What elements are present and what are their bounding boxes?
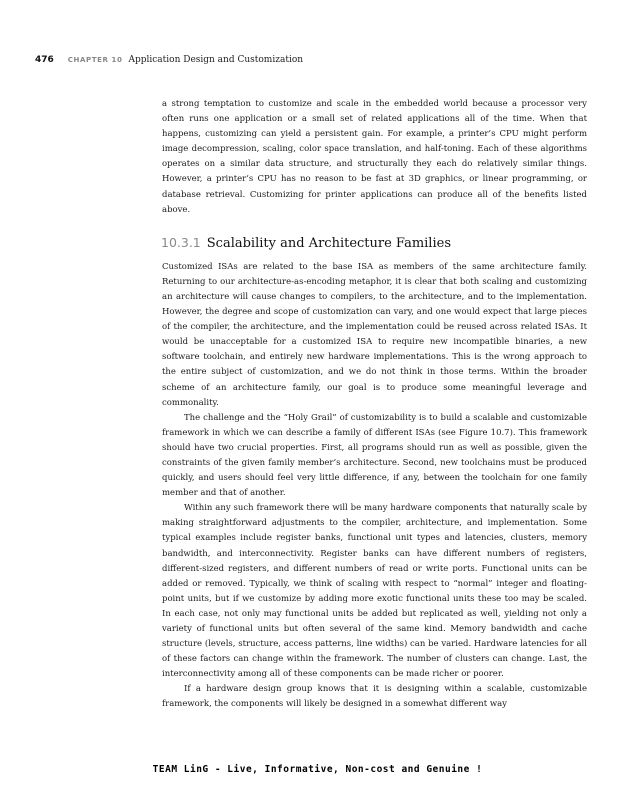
chapter-label: CHAPTER 10 xyxy=(67,56,123,64)
watermark-footer: TEAM LinG - Live, Informative, Non-cost and Genuine ! xyxy=(152,764,483,775)
paragraph: The challenge and the “Holy Grail” of customizability is to build a scalable and customizable framework in which we can describe a family of different ISAs (see Figure 10.7). This framework should have two crucial properties. First, all programs should run as well as possible, given the constraints of the given family member’s architecture. Second, new toolchains must be produced quickly, and users should feel very little difference, if any, between the toolchain for one family member and that of another. xyxy=(162,412,587,499)
paragraph: If a hardware design group knows that it is designing within a scalable, customizable framework, the components will likely be designed in a somewhat different way xyxy=(162,684,587,710)
section-title: Scalability and Architecture Families xyxy=(206,235,451,251)
paragraph-continued: a strong temptation to customize and scale in the embedded world because a processor very often runs one application or a small set of related applications all of the time. When that happens, customizing can yield a persistent gain. For example, a printer’s CPU might perform image decompression, scaling, color space translation, and half-toning. Each of these algorithms operates on a similar data structure, and structurally they each do relatively similar things. However, a printer’s CPU has no reason to be fast at 3D graphics, or linear programming, or database retrieval. Customizing for printer applications can produce all of the benefits listed above. xyxy=(162,99,587,215)
page-number: 476 xyxy=(35,55,54,65)
body-text xyxy=(162,97,587,713)
section-number: 10.3.1 xyxy=(161,234,201,250)
paragraph: Customized ISAs are related to the base ISA as members of the same architecture family. Returning to our architecture-as-encoding metaphor, it is clear that both scaling and customizing an architecture will cause changes to compilers, to the architecture, and to the implementation. However, the degree and scope of customization can vary, and one would expect that large pieces of the compiler, the architecture, and the implementation could be reused across related ISAs. It would be unacceptable for a customized ISA to require new incompatible binaries, a new software toolchain, and entirely new hardware implementations. This is the wrong approach to the entire subject of customization, and we do not think in those terms. Within the broader scheme of an architecture family, our goal is to produce some meaningful leverage and commonality. xyxy=(162,261,587,408)
section-heading xyxy=(161,234,587,253)
paragraph: Within any such framework there will be many hardware components that naturally scale by making straightforward adjustments to the compiler, architecture, and implementation. Some typical examples include register banks, functional unit types and latencies, clusters, memory bandwidth, and interconnectivity. Register banks can have different numbers of registers, different-sized registers, and different numbers of read or write ports. Functional units can be added or removed. Typically, we think of scaling with respect to “normal” integer and floating-point units, but if we customize by adding more exotic functional units these too may be scaled. In each case, not only may functional units be added but replicated as well, yielding not only a variety of functional units but often several of the same kind. Memory bandwidth and cache structure (levels, structure, access patterns, line widths) can be varied. Hardware latencies for all of these factors can change within the framework. The number of clusters can change. Last, the interconnectivity among all of these components can be made richer or poorer. xyxy=(162,503,587,680)
chapter-title: Application Design and Customization xyxy=(128,55,304,65)
running-header xyxy=(35,55,303,65)
